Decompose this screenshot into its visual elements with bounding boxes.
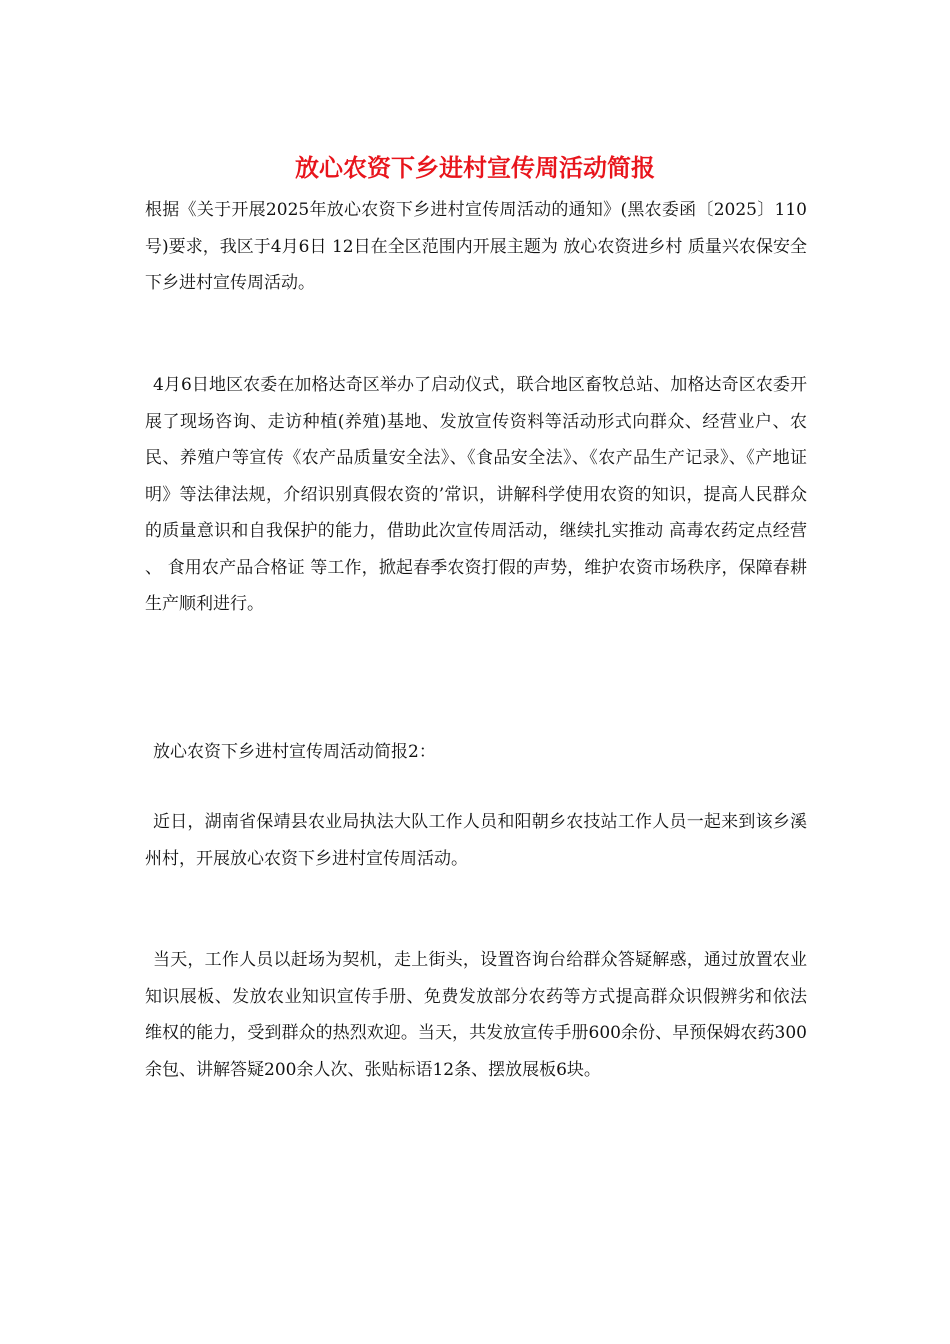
section-heading-report-2: 放心农资下乡进村宣传周活动简报2：	[153, 742, 436, 762]
paragraph-intro: 根据《关于开展2025年放心农资下乡进村宣传周活动的通知》(黑农委函〔2025〕110号)要求，我区于4月6日 12日在全区范围内开展主题为 放心农资进乡村 质量兴农保安全 下乡进村宣传周活动。	[145, 200, 807, 293]
paragraph-launch-ceremony: 4月6日地区农委在加格达奇区举办了启动仪式，联合地区畜牧总站、加格达奇区农委开展了现场咨询、走访种植(养殖)基地、发放宣传资料等活动形式向群众、经营业户、农民、养殖户等宣传《农产品质量安全法》、《食品安全法》、《农产品生产记录》、《产地证明》等法律法规，介绍识别真假农资的’常识，讲解科学使用农资的知识，提高人民群众的质量意识和自我保护的能力，借助此次宣传周活动，继续扎实推动 高毒农药定点经营 、 食用农产品合格证 等工作，掀起春季农资打假的声势，维护农资市场秩序，保障春耕生产顺利进行。	[145, 375, 807, 614]
paragraph-recent-activity: 近日，湖南省保靖县农业局执法大队工作人员和阳朝乡农技站工作人员一起来到该乡溪州村，开展放心农资下乡进村宣传周活动。	[145, 812, 807, 869]
paragraph-same-day-results: 当天，工作人员以赶场为契机，走上街头，设置咨询台给群众答疑解惑，通过放置农业知识展板、发放农业知识宣传手册、免费发放部分农药等方式提高群众识假辨劣和依法维权的能力，受到群众的热烈欢迎。当天，共发放宣传手册600余份、早预保姆农药300余包、讲解答疑200余人次、张贴标语12条、摆放展板6块。	[145, 950, 807, 1080]
document-title: 放心农资下乡进村宣传周活动简报	[295, 153, 655, 182]
